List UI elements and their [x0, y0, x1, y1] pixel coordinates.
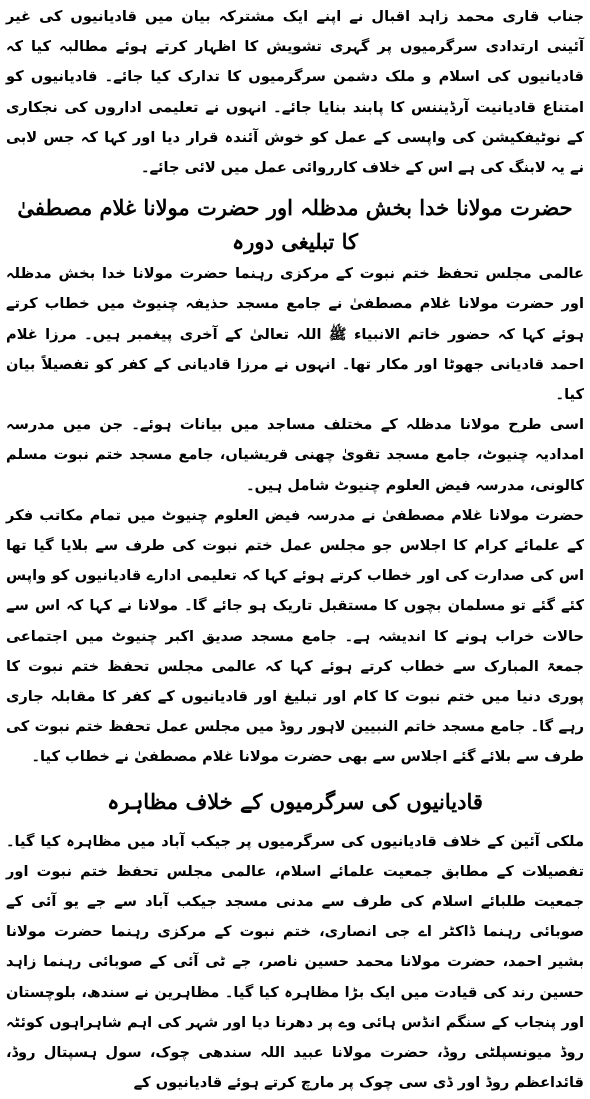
- paragraph-speeches: اسی طرح مولانا مدظلہ کے مختلف مساجد میں بیانات ہوئے۔ جن میں مدرسہ امدادیہ چنیوٹ، جامع مسجد تقویٰ چھنی قریشیاں، جامع مسجد ختم نبوت مسلم کالونی، مدرسہ فیض العلوم چنیوٹ شامل ہیں۔: [6, 416, 584, 494]
- paragraph-statement: جناب قاری محمد زاہد اقبال نے اپنے ایک مشترکہ بیان میں قادیانیوں کی غیر آئینی ارتدادی سرگرمیوں پر گہری تشویش کا اظہار کرتے ہوئے مطالبہ کیا کہ قادیانیوں کی اسلام و ملک دشمن سرگرمیوں کا تدارک کیا جائے۔ قادیانیوں کو امتناع قادیانیت آرڈیننس کا پابند بنایا جائے۔ انہوں نے تعلیمی اداروں کی نجکاری کے نوٹیفکیشن کی واپسی کے عمل کو خوش آئندہ قرار دیا اور کہا کہ جس لابی نے یہ لابنگ کی ہے اس کے خلاف کارروائی عمل میں لائی جائے۔: [6, 8, 584, 177]
- heading-tour: حضرت مولانا خدا بخش مدظلہ اور حضرت مولانا غلام مصطفیٰ کا تبلیغی دورہ: [17, 195, 573, 255]
- paragraph-address: عالمی مجلس تحفظ ختم نبوت کے مرکزی رہنما حضرت مولانا خدا بخش مدظلہ اور حضرت مولانا غلام مصطفیٰ نے جامع مسجد حذیفہ چنیوٹ میں خطاب کرتے ہوئے کہا کہ حضور خاتم الانبیاء ﷺ اللہ تعالیٰ کے آخری پیغمبر ہیں۔ مرزا غلام احمد قادیانی جھوٹا اور مکار تھا۔ انہوں نے مرزا قادیانی کے کفر کو تفصیلاً بیان کیا۔: [6, 265, 584, 404]
- paragraph-protest: ملکی آئین کے خلاف قادیانیوں کی سرگرمیوں پر جیکب آباد میں مظاہرہ کیا گیا۔ تفصیلات کے مطابق جمعیت علمائے اسلام، عالمی مجلس تحفظ ختم نبوت اور جمعیت طلبائے اسلام کی طرف سے مدنی مسجد جیکب آباد سے جے یو آئی کے صوبائی رہنما ڈاکٹر اے جی انصاری، ختم نبوت کے مرکزی رہنما حضرت مولانا بشیر احمد، حضرت مولانا محمد حسین ناصر، جے ٹی آئی کے صوبائی رہنما زاہد حسین رند کی قیادت میں ایک بڑا مظاہرہ کیا گیا۔ مظاہرین نے سندھ، بلوچستان اور پنجاب کے سنگم انڈس ہائی وے پر دھرنا دیا اور شہر کی اہم شاہراہوں کوئٹہ روڈ میونسپلٹی روڈ، حضرت مولانا عبید اللہ سندھی چوک، سول ہسپتال روڈ، قائداعظم روڈ اور ڈی سی چوک پر مارچ کرتے ہوئے قادیانیوں کے: [6, 832, 584, 1092]
- paragraph-meeting: حضرت مولانا غلام مصطفیٰ نے مدرسہ فیض العلوم چنیوٹ میں تمام مکاتب فکر کے علمائے کرام کا اجلاس جو مجلس عمل ختم نبوت کی طرف سے بلایا گیا تھا اس کی صدارت کی اور خطاب کرتے ہوئے کہا کہ تعلیمی ادارے قادیانیوں کو واپس کئے گئے تو مسلمان بچوں کا مستقبل تاریک ہو جائے گا۔ مولانا نے کہا کہ اس سے حالات خراب ہونے کا اندیشہ ہے۔ جامع مسجد صدیق اکبر چنیوٹ میں اجتماعی جمعۃ المبارک سے خطاب کرتے ہوئے کہا کہ عالمی مجلس تحفظ ختم نبوت کا پوری دنیا میں ختم نبوت کا کام اور تبلیغ اور قادیانیوں کے کفر کا مقابلہ جاری رہے گا۔ جامع مسجد خاتم النبیین لاہور روڈ میں مجلس عمل تحفظ ختم نبوت کی طرف سے بلائے گئے اجلاس سے بھی حضرت مولانا غلام مصطفیٰ نے خطاب کیا۔: [6, 506, 584, 766]
- heading-protest: قادیانیوں کی سرگرمیوں کے خلاف مظاہرہ: [107, 788, 483, 814]
